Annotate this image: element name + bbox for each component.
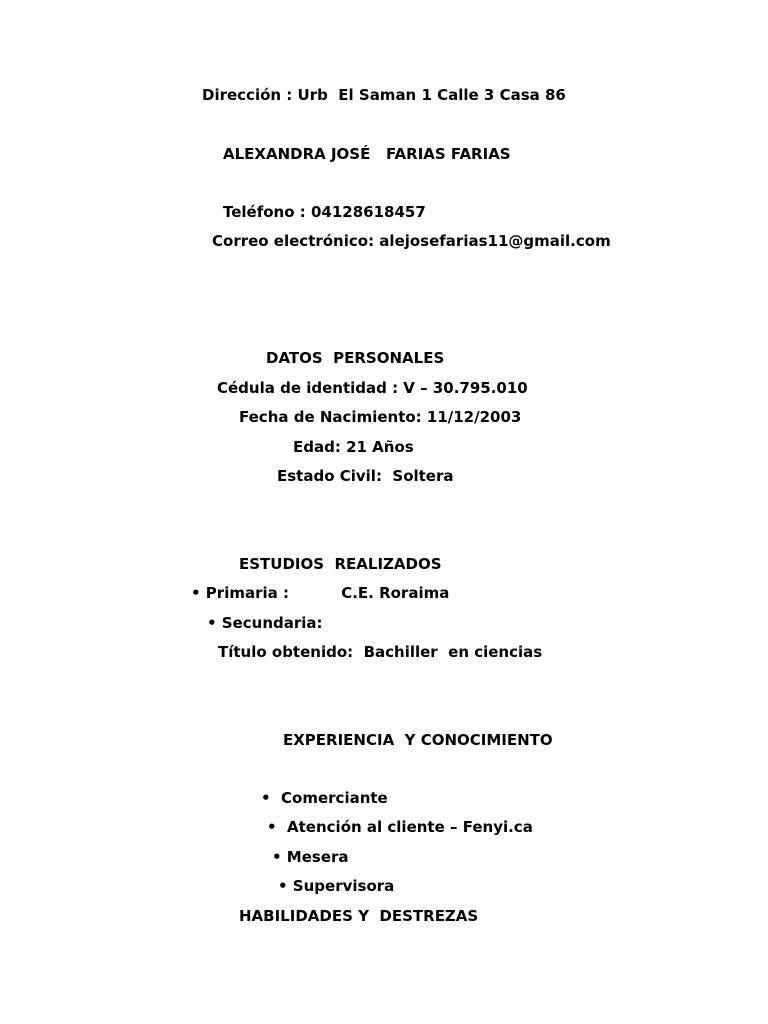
email: Correo electrónico: alejosefarias11@gmail.com — [212, 232, 611, 250]
experience-item: • Atención al cliente – Fenyi.ca — [267, 818, 533, 836]
phone: Teléfono : 04128618457 — [223, 203, 426, 221]
birth-date: Fecha de Nacimiento: 11/12/2003 — [239, 408, 522, 426]
address: Dirección : Urb El Saman 1 Calle 3 Casa 86 — [202, 86, 566, 104]
civil-status: Estado Civil: Soltera — [277, 467, 454, 485]
experience-heading: EXPERIENCIA Y CONOCIMIENTO — [283, 731, 553, 749]
personal-data-heading: DATOS PERSONALES — [266, 349, 445, 367]
studies-heading: ESTUDIOS REALIZADOS — [239, 555, 442, 573]
experience-item: • Supervisora — [278, 877, 395, 895]
skills-heading: HABILIDADES Y DESTREZAS — [239, 907, 479, 925]
age: Edad: 21 Años — [293, 438, 414, 456]
experience-item: • Mesera — [272, 848, 349, 866]
degree: Título obtenido: Bachiller en ciencias — [218, 643, 543, 661]
full-name: ALEXANDRA JOSÉ FARIAS FARIAS — [223, 145, 511, 163]
secondary-school: • Secundaria: — [207, 614, 323, 632]
experience-item: • Comerciante — [261, 789, 388, 807]
id-number: Cédula de identidad : V – 30.795.010 — [217, 379, 528, 397]
primary-school: • Primaria : C.E. Roraima — [191, 584, 450, 602]
